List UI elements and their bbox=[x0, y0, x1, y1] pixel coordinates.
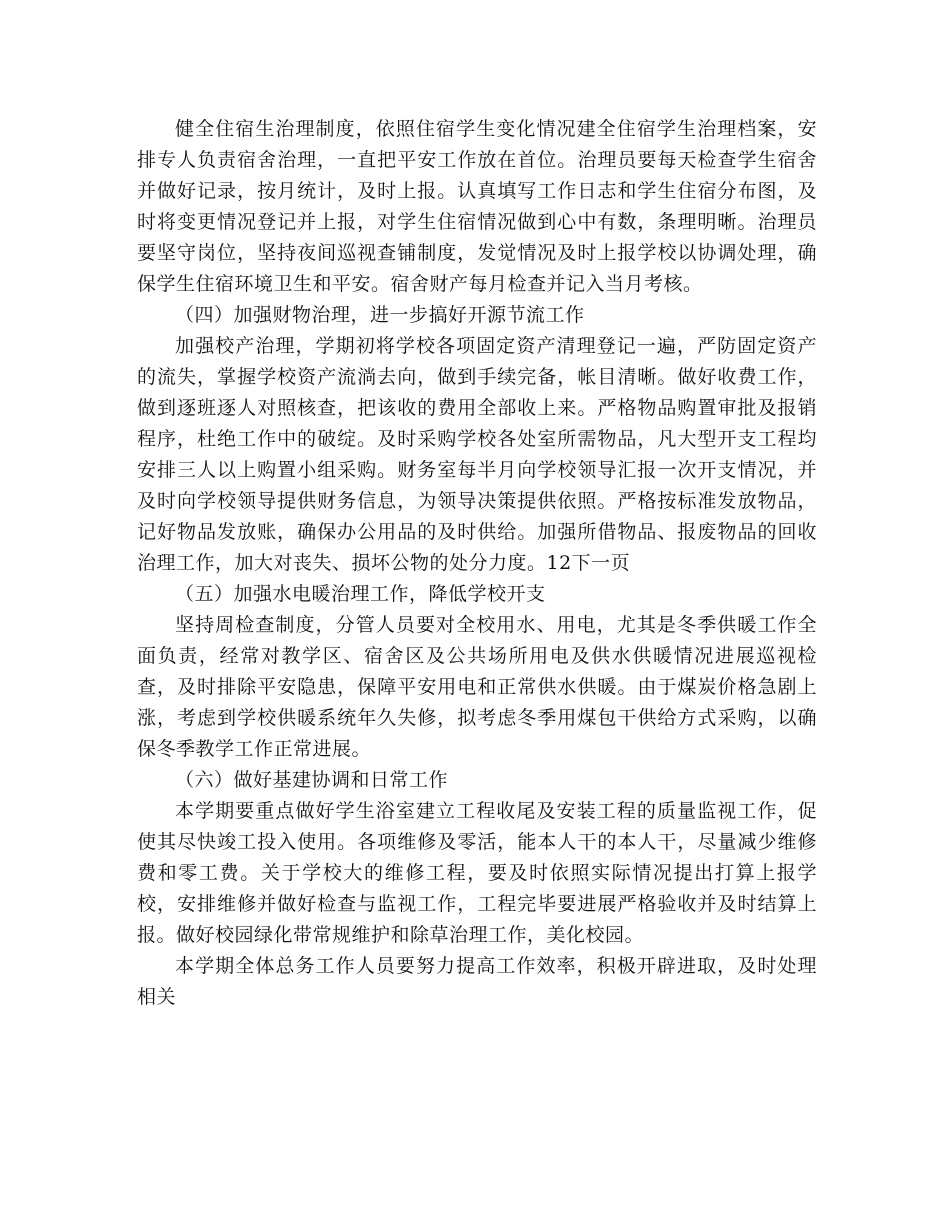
section-heading-4: （四）加强财物治理，进一步搞好开源节流工作 bbox=[175, 304, 585, 326]
paragraph-utilities-management: 坚持周检查制度，分管人员要对全校用水、用电，尤其是冬季供暖工作全面负责，经常对教学区、宿舍区及公共场所用电及供水供暖情况进展巡视检查，及时排除平安隐患，保障平安用电和正常供水供暖。由于煤炭价格急剧上涨，考虑到学校供暖系统年久失修，拟考虑冬季用煤包干供给方式采购，以确保冬季教学工作正常进展。 bbox=[137, 614, 817, 760]
section-heading-6: （六）做好基建协调和日常工作 bbox=[175, 769, 449, 791]
paragraph-dormitory-management: 健全住宿生治理制度，依照住宿学生变化情况建全住宿学生治理档案，安排专人负责宿舍治理，一直把平安工作放在首位。治理员要每天检查学生宿舍并做好记录，按月统计，及时上报。认真填写工作日志和学生住宿分布图，及时将变更情况登记并上报，对学生住宿情况做到心中有数，条理明晰。治理员要坚守岗位，坚持夜间巡视查铺制度，发觉情况及时上报学校以协调处理，确保学生住宿环境卫生和平安。宿舍财产每月检查并记入当月考核。 bbox=[137, 118, 817, 295]
paragraph-construction-coordination: 本学期要重点做好学生浴室建立工程收尾及安装工程的质量监视工作，促使其尽快竣工投入使用。各项维修及零活，能本人干的本人干，尽量减少维修费和零工费。关于学校大的维修工程，要及时依照实际情况提出打算上报学校，安排维修并做好检查与监视工作，工程完毕要进展严格验收并及时结算上报。做好校园绿化带常规维护和除草治理工作，美化校园。 bbox=[137, 800, 817, 946]
paragraph-closing: 本学期全体总务工作人员要努力提高工作效率，积极开辟进取，及时处理相关 bbox=[137, 955, 817, 1008]
paragraph-property-management: 加强校产治理，学期初将学校各项固定资产清理登记一遍，严防固定资产的流失，掌握学校资产流淌去向，做到手续完备，帐目清晰。做好收费工作，做到逐班逐人对照核查，把该收的费用全部收上来。严格物品购置审批及报销程序，杜绝工作中的破绽。及时采购学校各处室所需物品，凡大型开支工程均安排三人以上购置小组采购。财务室每半月向学校领导汇报一次开支情况，并及时向学校领导提供财务信息，为领导决策提供依照。严格按标准发放物品，记好物品发放账，确保办公用品的及时供给。加强所借物品、报废物品的回收治理工作，加大对丧失、损坏公物的处分力度。12下一页 bbox=[137, 335, 817, 574]
document-body bbox=[137, 114, 817, 1013]
section-heading-5: （五）加强水电暖治理工作，降低学校开支 bbox=[175, 583, 546, 605]
